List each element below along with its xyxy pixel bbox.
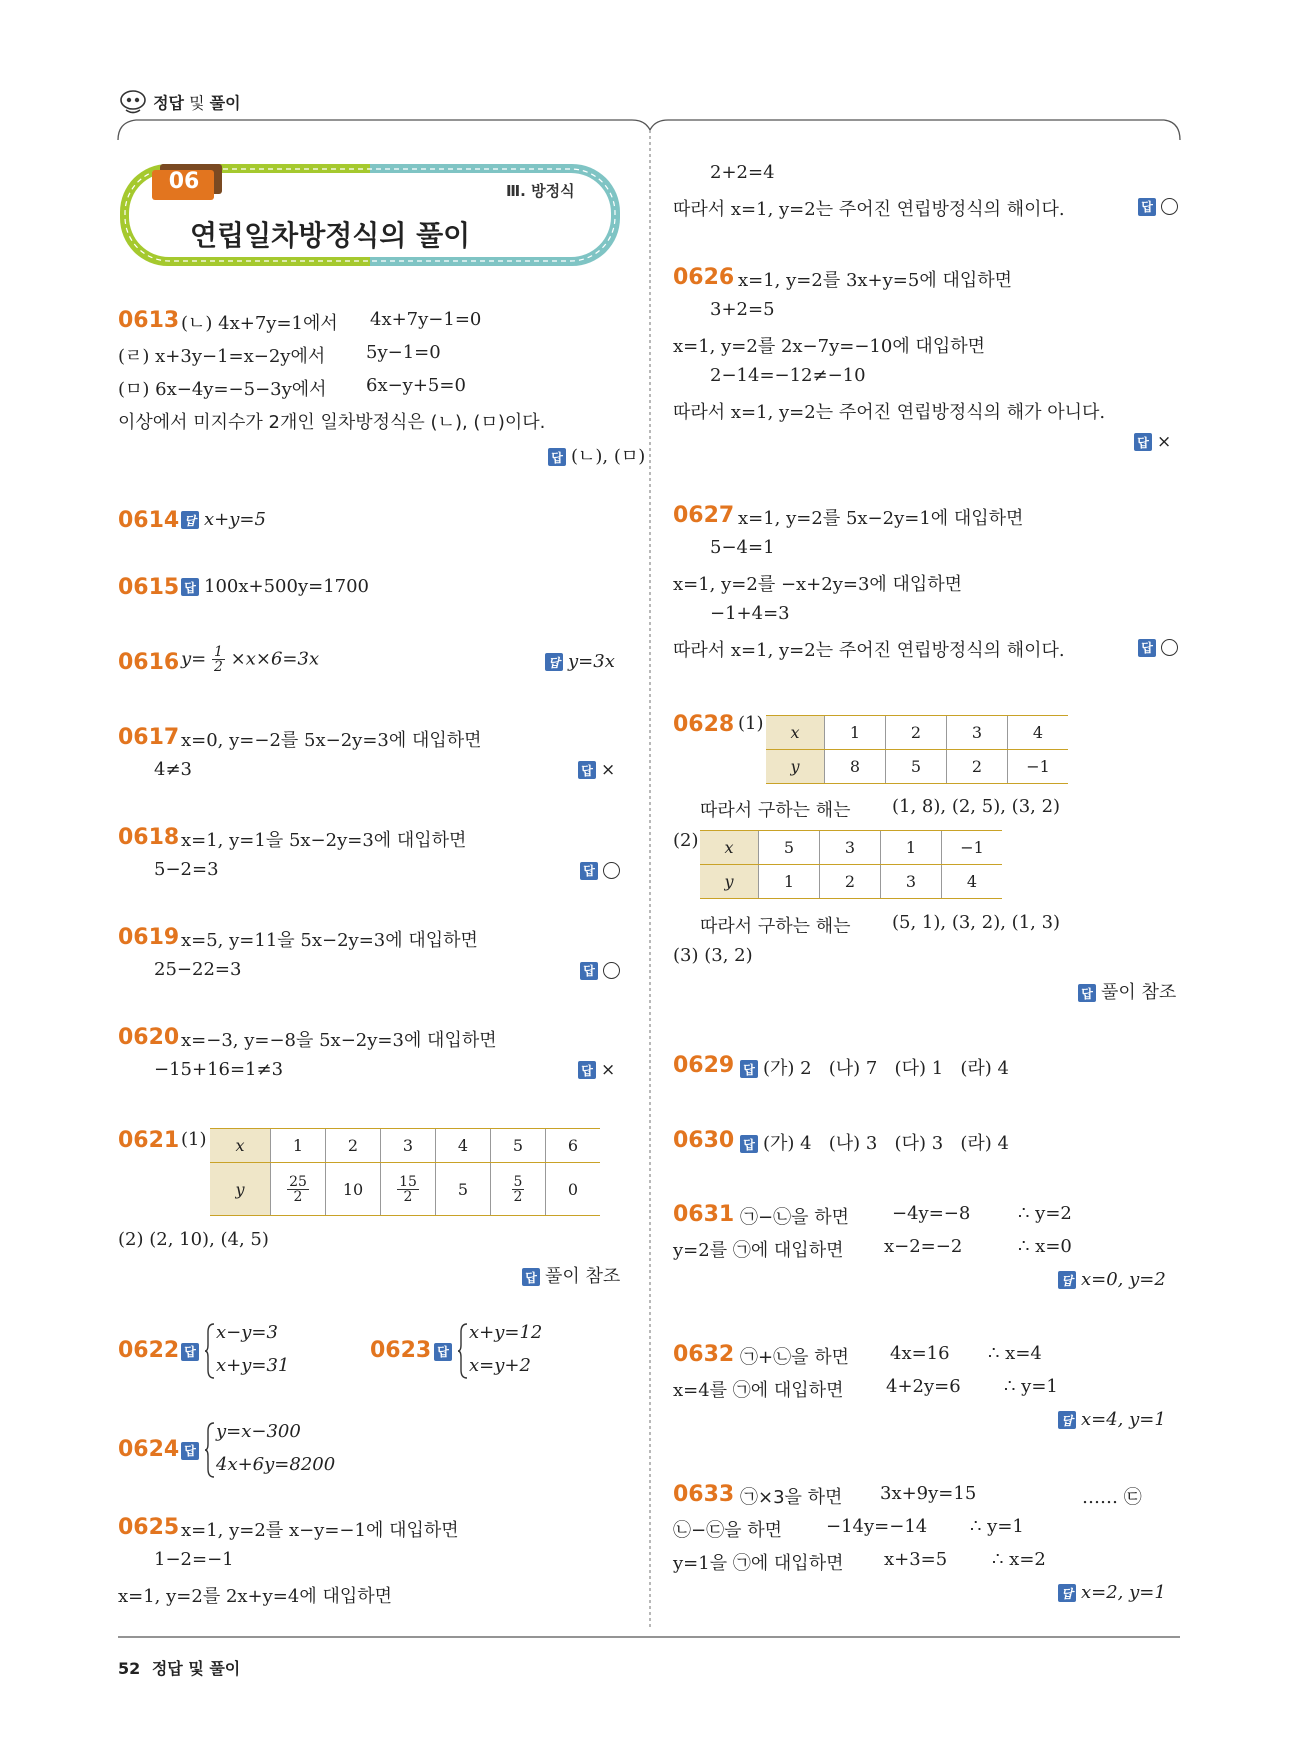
answer-text: x+y=5 (204, 509, 266, 530)
chapter-banner (118, 162, 624, 270)
table-cell: 10 (326, 1163, 381, 1216)
answer (740, 1129, 1009, 1155)
answer (1138, 637, 1178, 657)
solution-line: x=1, y=2를 2x+y=4에 대입하면 (118, 1586, 392, 1607)
solution-line: (5, 1), (3, 2), (1, 3) (892, 912, 1061, 933)
answer-badge: 답 (548, 448, 566, 466)
solution-line: 4≠3 (154, 759, 192, 780)
problem-number: 0619 (118, 925, 180, 950)
answer (181, 509, 266, 530)
answer (1078, 978, 1176, 1004)
table-row (700, 865, 1002, 899)
denominator: 2 (513, 1188, 523, 1205)
equation: x+y=31 (216, 1355, 290, 1376)
problem-number: 0622 (118, 1338, 180, 1363)
answer-text: y=3x (568, 651, 615, 672)
solution-line: (ㅁ) 6x−4y=−5−3y에서 (118, 379, 327, 400)
header-label-end: 풀이 (209, 93, 241, 113)
brace-icon (457, 1322, 469, 1380)
solution-line: ㉠+㉡을 하면 (740, 1347, 849, 1368)
problem-number: 0617 (118, 725, 180, 750)
solution-line: ∴ x=4 (988, 1343, 1042, 1364)
header-label-bold: 정답 (153, 93, 185, 113)
solution-line: 따라서 구하는 해는 (700, 800, 851, 821)
answer-badge: 답 (1078, 984, 1096, 1002)
solution-line: y=1을 ㉠에 대입하면 (673, 1553, 844, 1574)
answer-text: 풀이 참조 (545, 1266, 621, 1287)
problem-number: 0623 (370, 1338, 432, 1363)
solution-line: (3) (3, 2) (673, 945, 753, 966)
equation: y=x−300 (216, 1421, 301, 1442)
chapter-number: 06 (168, 169, 200, 194)
problem-number: 0620 (118, 1025, 180, 1050)
answer-text: (가) 2 (나) 7 (다) 1 (라) 4 (763, 1058, 1009, 1079)
solution-line: 4x+7y−1=0 (370, 309, 482, 330)
solution-line: 1−2=−1 (154, 1549, 234, 1570)
part-label: (2) (673, 830, 699, 851)
answer-text: x=0, y=2 (1081, 1269, 1166, 1290)
problem-number: 0628 (673, 712, 735, 737)
answer (181, 1440, 204, 1460)
answer (1138, 196, 1178, 216)
answer-badge: 답 (1058, 1411, 1076, 1429)
answer-badge: 답 (578, 761, 596, 779)
footer (118, 1656, 240, 1679)
solution-line: x−2=−2 (884, 1236, 963, 1257)
problem-number: 0624 (118, 1437, 180, 1462)
problem-number: 0630 (673, 1128, 735, 1153)
answer-badge: 답 (580, 862, 598, 880)
answer (522, 1262, 620, 1288)
solution-line: …… ㉢ (1082, 1487, 1142, 1508)
answer (578, 759, 615, 780)
solution-line: 따라서 x=1, y=2는 주어진 연립방정식의 해이다. (673, 199, 1065, 220)
chapter-title: 연립일차방정식의 풀이 (190, 219, 471, 252)
solution-line: 이상에서 미지수가 2개인 일차방정식은 (ㄴ), (ㅁ)이다. (118, 412, 546, 433)
solution-line: 따라서 구하는 해는 (700, 916, 851, 937)
solution-line: 3x+9y=15 (880, 1483, 977, 1504)
equation: x−y=3 (216, 1322, 278, 1343)
answer-badge: 답 (1138, 198, 1156, 216)
answer (578, 1059, 615, 1080)
solution-line: −14y=−14 (826, 1516, 928, 1537)
solution-line: x+3=5 (884, 1549, 948, 1570)
numerator: 5 (513, 1173, 523, 1190)
solution-line: x=1, y=2를 3x+y=5에 대입하면 (738, 270, 1012, 291)
header-label-mid: 및 (189, 93, 205, 113)
solution-line: 4+2y=6 (886, 1376, 961, 1397)
solution-line: −15+16=1≠3 (154, 1059, 284, 1080)
answer-badge: 답 (1058, 1271, 1076, 1289)
equation: x+y=12 (469, 1322, 543, 1343)
table-row (766, 716, 1068, 750)
table-cell: 3 (947, 716, 1008, 750)
table-cell: 8 (825, 750, 886, 784)
fraction (397, 1175, 419, 1204)
answer-badge: 답 (580, 962, 598, 980)
solution-line: x=1, y=2를 −x+2y=3에 대입하면 (673, 574, 963, 595)
denominator: 2 (214, 659, 223, 675)
answer (580, 860, 620, 880)
problem-number: 0626 (673, 265, 735, 290)
answer (1058, 1269, 1166, 1290)
numerator: 25 (289, 1173, 307, 1190)
solution-line: 2+2=4 (710, 162, 775, 183)
table-header-y: y (766, 750, 825, 784)
solution-line: 2−14=−12≠−10 (710, 365, 866, 386)
solution-line: (2) (2, 10), (4, 5) (118, 1229, 269, 1250)
answer-badge: 답 (181, 578, 199, 596)
table-row (766, 750, 1068, 784)
expr-part: y= (181, 648, 207, 670)
fraction (512, 1175, 525, 1204)
table-header-y: y (700, 865, 759, 899)
value-table (210, 1128, 600, 1216)
answer-text: (가) 4 (나) 3 (다) 3 (라) 4 (763, 1133, 1009, 1154)
solution-line: ∴ y=1 (1004, 1376, 1058, 1397)
denominator: 2 (403, 1188, 413, 1205)
table-cell: 2 (820, 865, 881, 899)
table-header-y: y (210, 1163, 271, 1216)
solution-line: 따라서 x=1, y=2는 주어진 연립방정식의 해이다. (673, 640, 1065, 661)
numerator: 15 (399, 1173, 417, 1190)
table-cell: 1 (759, 865, 820, 899)
part-label: (1) (181, 1129, 207, 1150)
part-label: (1) (738, 713, 764, 734)
page-number: 52 (118, 1659, 141, 1678)
denominator: 2 (293, 1188, 303, 1205)
answer-badge: 답 (181, 1343, 199, 1361)
answer-badge: 답 (181, 1442, 199, 1460)
table-cell: 3 (381, 1129, 436, 1163)
x-mark-icon: × (601, 1060, 616, 1080)
solution-line: 25−22=3 (154, 959, 242, 980)
problem-number: 0633 (673, 1482, 735, 1507)
value-table (700, 830, 1002, 899)
x-mark-icon: × (1157, 432, 1172, 452)
table-cell: 5 (436, 1163, 491, 1216)
table-cell: 3 (881, 865, 942, 899)
problem-number: 0615 (118, 575, 180, 600)
answer (548, 442, 645, 468)
table-cell: 2 (947, 750, 1008, 784)
solution-line: −4y=−8 (892, 1203, 971, 1224)
solution-line: 6x−y+5=0 (366, 375, 466, 396)
answer (1058, 1582, 1166, 1603)
brace-icon (204, 1421, 216, 1479)
solution-line: 5y−1=0 (366, 342, 441, 363)
table-cell (381, 1163, 436, 1216)
table-cell: 6 (546, 1129, 601, 1163)
solution-line: ∴ x=0 (1018, 1236, 1072, 1257)
table-cell: 1 (881, 831, 942, 865)
solution-line: x=1, y=2를 5x−2y=1에 대입하면 (738, 508, 1024, 529)
fraction (287, 1175, 309, 1204)
table-cell: 0 (546, 1163, 601, 1216)
answer-text: (ㄴ), (ㅁ) (571, 446, 646, 467)
answer-badge: 답 (1138, 639, 1156, 657)
answer-badge: 답 (545, 653, 563, 671)
fraction (212, 645, 225, 674)
circle-mark-icon (603, 962, 620, 979)
table-cell (491, 1163, 546, 1216)
answer-text: x=2, y=1 (1081, 1582, 1166, 1603)
table-row (210, 1163, 600, 1216)
equation: x=y+2 (469, 1355, 531, 1376)
problem-number: 0614 (118, 508, 180, 533)
answer (580, 960, 620, 980)
solution-line: 따라서 x=1, y=2는 주어진 연립방정식의 해가 아니다. (673, 402, 1106, 423)
table-cell: −1 (942, 831, 1003, 865)
answer (434, 1341, 457, 1361)
problem-number: 0629 (673, 1053, 735, 1078)
answer (181, 1341, 204, 1361)
brace-icon (204, 1322, 216, 1380)
answer (181, 576, 369, 597)
problem-number: 0621 (118, 1128, 180, 1153)
problem-number: 0625 (118, 1515, 180, 1540)
answer-badge: 답 (434, 1343, 452, 1361)
table-header-x: x (210, 1129, 271, 1163)
solution-line: ㉠×3을 하면 (740, 1487, 843, 1508)
solution-line: 4x=16 (890, 1343, 950, 1364)
solution-line: ∴ y=2 (1018, 1203, 1072, 1224)
circle-mark-icon (1161, 639, 1178, 656)
table-cell: 3 (820, 831, 881, 865)
answer-badge: 답 (740, 1135, 758, 1153)
answer-badge: 답 (1058, 1584, 1076, 1602)
equation: 4x+6y=8200 (216, 1454, 336, 1475)
answer-text: x=4, y=1 (1081, 1409, 1166, 1430)
numerator: 1 (214, 644, 223, 660)
problem-number: 0631 (673, 1202, 735, 1227)
expr-part: ×x×6=3x (230, 648, 320, 670)
table-cell: 2 (326, 1129, 381, 1163)
table-cell: 5 (759, 831, 820, 865)
problem-number: 0613 (118, 308, 180, 333)
circle-mark-icon (603, 862, 620, 879)
circle-mark-icon (1161, 198, 1178, 215)
answer-badge: 답 (522, 1268, 540, 1286)
table-cell: 4 (436, 1129, 491, 1163)
solution-line: ∴ x=2 (992, 1549, 1046, 1570)
solution-line: 3+2=5 (710, 299, 775, 320)
solution-line: x=5, y=11을 5x−2y=3에 대입하면 (181, 930, 478, 951)
answer-text: 100x+500y=1700 (204, 576, 370, 597)
solution-line: (ㄹ) x+3y−1=x−2y에서 (118, 346, 326, 367)
answer (1134, 431, 1171, 452)
x-mark-icon: × (601, 760, 616, 780)
answer (1058, 1409, 1166, 1430)
table-header-x: x (766, 716, 825, 750)
table-row (210, 1129, 600, 1163)
footer-label: 정답 및 풀이 (151, 1659, 241, 1678)
table-cell: −1 (1008, 750, 1069, 784)
answer (545, 651, 615, 672)
table-cell: 4 (1008, 716, 1069, 750)
solution-line: y=2를 ㉠에 대입하면 (673, 1240, 844, 1261)
solution-line: −1+4=3 (710, 603, 790, 624)
solution-line: (1, 8), (2, 5), (3, 2) (892, 796, 1061, 817)
table-cell: 4 (942, 865, 1003, 899)
answer-badge: 답 (181, 511, 199, 529)
solution-line: x=0, y=−2를 5x−2y=3에 대입하면 (181, 730, 482, 751)
answer (740, 1054, 1009, 1080)
problem-number: 0627 (673, 503, 735, 528)
solution-line: x=−3, y=−8을 5x−2y=3에 대입하면 (181, 1030, 497, 1051)
answer-text: 풀이 참조 (1101, 982, 1177, 1003)
solution-line: 5−4=1 (710, 537, 775, 558)
table-header-x: x (700, 831, 759, 865)
solution-line: x=1, y=2를 x−y=−1에 대입하면 (181, 1520, 459, 1541)
solution-line: ㉡−㉢을 하면 (673, 1520, 782, 1541)
table-cell: 1 (825, 716, 886, 750)
solution-line: x=1, y=2를 2x−7y=−10에 대입하면 (673, 336, 985, 357)
answer-badge: 답 (1134, 433, 1152, 451)
solution-line (181, 645, 319, 674)
table-cell: 5 (886, 750, 947, 784)
solution-line: ㉠−㉡을 하면 (740, 1207, 849, 1228)
problem-number: 0618 (118, 825, 180, 850)
problem-number: 0632 (673, 1342, 735, 1367)
table-row (700, 831, 1002, 865)
table-cell: 5 (491, 1129, 546, 1163)
solution-line: (ㄴ) 4x+7y=1에서 (181, 313, 338, 334)
answer-badge: 답 (578, 1061, 596, 1079)
table-cell: 2 (886, 716, 947, 750)
problem-number: 0616 (118, 650, 180, 675)
solution-line: 5−2=3 (154, 859, 219, 880)
table-cell: 1 (271, 1129, 326, 1163)
solution-line: x=1, y=1을 5x−2y=3에 대입하면 (181, 830, 467, 851)
table-cell (271, 1163, 326, 1216)
solution-line: x=4를 ㉠에 대입하면 (673, 1380, 844, 1401)
solution-line: ∴ y=1 (970, 1516, 1024, 1537)
answer-badge: 답 (740, 1060, 758, 1078)
value-table (766, 715, 1068, 784)
chapter-unit: Ⅲ. 방정식 (506, 182, 575, 200)
